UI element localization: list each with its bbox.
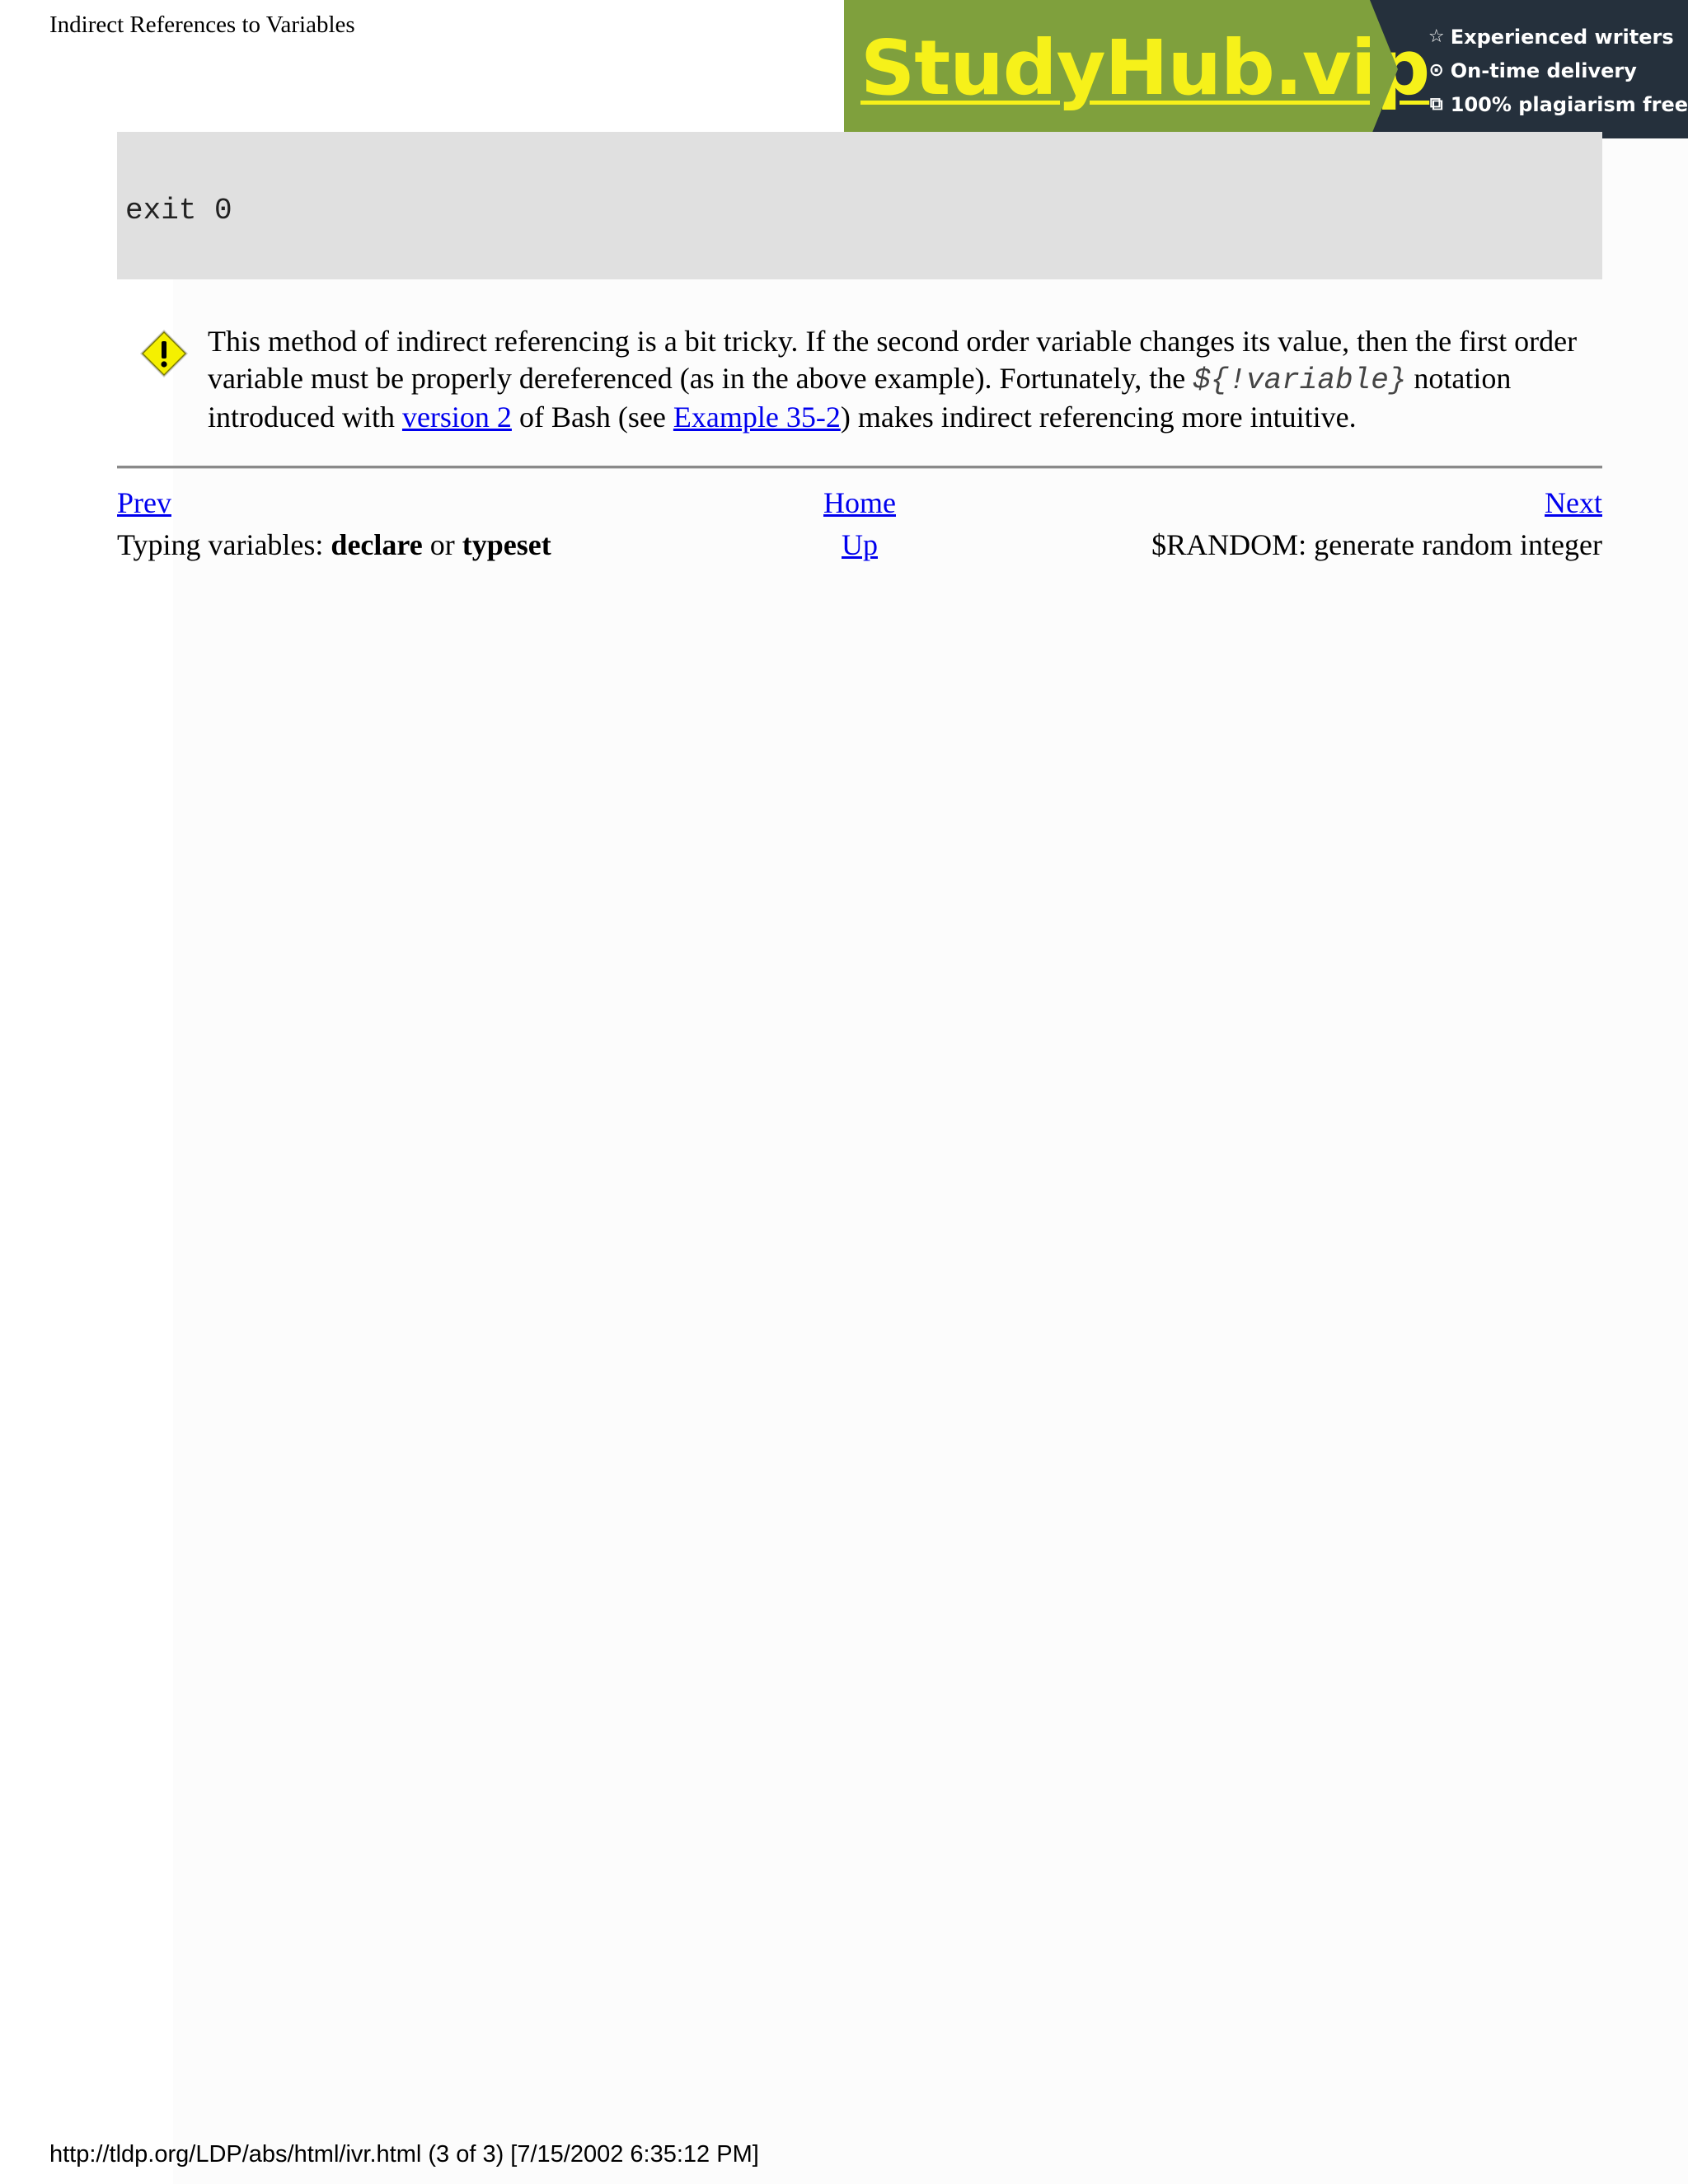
- ad-feature-label: Experienced writers: [1450, 25, 1674, 49]
- ad-feature-on-time-delivery: [1426, 54, 1688, 87]
- ad-brand-logo[interactable]: StudyHub.vip: [860, 24, 1430, 112]
- prev-title-part: or: [422, 528, 462, 561]
- prev-title-bold: declare: [331, 528, 423, 561]
- ad-banner[interactable]: [844, 0, 1688, 138]
- up-link[interactable]: Up: [842, 528, 878, 561]
- ad-feature-label: 100% plagiarism free: [1450, 92, 1688, 116]
- prev-link[interactable]: Prev: [117, 486, 171, 519]
- caution-text: [208, 323, 1602, 436]
- clock-icon: ⊙: [1428, 60, 1444, 81]
- nav-titles-row: [117, 527, 1602, 568]
- code-line: exit 0: [125, 194, 232, 227]
- page-title: Indirect References to Variables: [49, 12, 355, 38]
- page-footer-url: http://tldp.org/LDP/abs/html/ivr.html (3 of 3) [7/15/2002 6:35:12 PM]: [49, 2141, 759, 2168]
- caution-icon: [138, 328, 190, 379]
- next-link[interactable]: Next: [1545, 486, 1602, 519]
- ad-feature-experienced-writers: [1426, 20, 1688, 54]
- inline-code: ${!variable}: [1193, 363, 1407, 397]
- ad-feature-plagiarism-free: [1426, 87, 1688, 121]
- home-link[interactable]: Home: [823, 486, 896, 519]
- code-block: [117, 132, 1602, 279]
- copy-icon: ⧉: [1429, 94, 1443, 115]
- star-icon: ☆: [1428, 26, 1445, 47]
- ad-brand-panel[interactable]: [844, 0, 1430, 138]
- ad-feature-label: On-time delivery: [1450, 59, 1637, 82]
- nav-links-row: [117, 485, 1602, 526]
- caution-text-part: notation introduced with: [208, 362, 1512, 434]
- version-2-link[interactable]: version 2: [401, 401, 512, 434]
- caution-text-part: of Bash (see: [511, 401, 673, 434]
- prev-page-title: [117, 527, 551, 564]
- prev-title-part: Typing variables:: [117, 528, 331, 561]
- next-page-title: $RANDOM: generate random integer: [1151, 528, 1602, 561]
- caution-text-part: ) makes indirect referencing more intuitive.: [840, 401, 1357, 434]
- prev-title-bold: typeset: [462, 528, 551, 561]
- divider: [117, 466, 1602, 469]
- example-35-2-link[interactable]: Example 35-2: [673, 401, 841, 434]
- caution-text-part: This method of indirect referencing is a bit tricky. If the second order variable changes its value, then the first order variable must be properly dereferenced (as in the above example). Fortunately, the: [208, 325, 1578, 395]
